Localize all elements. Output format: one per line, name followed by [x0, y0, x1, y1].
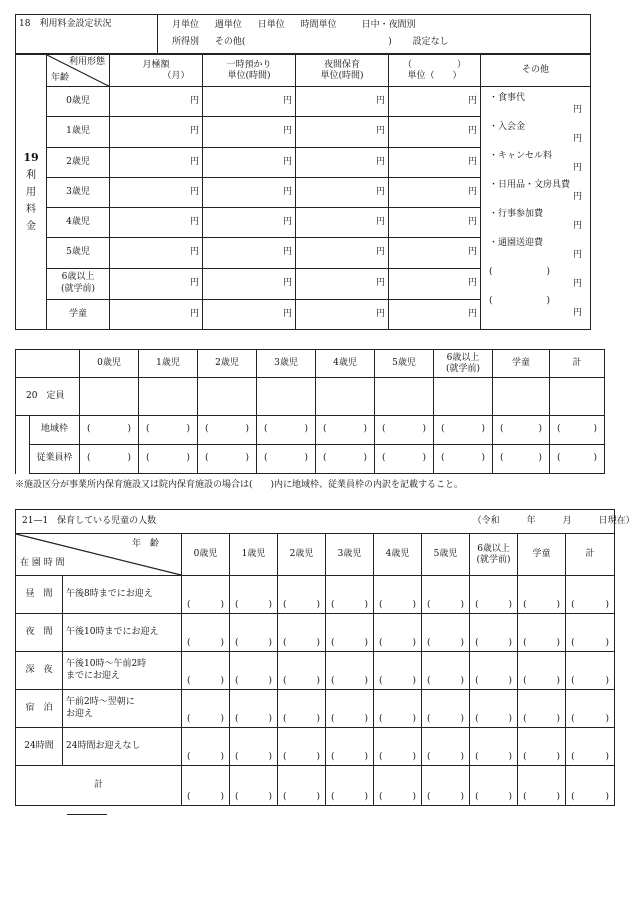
capacity-col-header: 2歳児: [198, 350, 257, 378]
time-description: 24時間お迎えなし: [63, 728, 182, 766]
time-description: 午前2時～翌朝に お迎え: [63, 690, 182, 728]
other-fee-item[interactable]: ・通園送迎費 円: [489, 238, 582, 261]
count-cell[interactable]: ( ): [182, 652, 230, 690]
count-cell[interactable]: ( ): [422, 652, 470, 690]
count-cell[interactable]: ( ): [182, 614, 230, 652]
count-cell[interactable]: ( ): [326, 690, 374, 728]
fee-cell[interactable]: 円: [203, 238, 296, 268]
section-19-label: 19 利 用 料 金: [16, 55, 47, 330]
fee-cell[interactable]: 円: [110, 177, 203, 207]
children-col-header: 1歳児: [230, 534, 278, 576]
count-cell[interactable]: ( ): [566, 614, 615, 652]
count-cell[interactable]: ( ): [278, 576, 326, 614]
count-cell[interactable]: ( ): [566, 652, 615, 690]
employee-cell[interactable]: ( ): [434, 445, 493, 474]
other-fee-item[interactable]: ・食事代 円: [489, 93, 582, 116]
employee-cell[interactable]: ( ): [316, 445, 375, 474]
children-col-header: 2歳児: [278, 534, 326, 576]
children-count-table: [15, 509, 635, 806]
capacity-cell[interactable]: [434, 378, 493, 416]
count-cell[interactable]: ( ): [326, 614, 374, 652]
count-cell[interactable]: ( ): [230, 614, 278, 652]
count-cell[interactable]: ( ): [422, 614, 470, 652]
table-row: [16, 614, 615, 652]
regional-cell[interactable]: ( ): [139, 416, 198, 445]
total-cell[interactable]: ( ): [374, 766, 422, 806]
age-label: 1歳児: [47, 117, 110, 147]
capacity-cell[interactable]: [550, 378, 605, 416]
fee-cell[interactable]: 円: [203, 117, 296, 147]
employee-cell[interactable]: ( ): [257, 445, 316, 474]
option-daily[interactable]: 日単位: [257, 19, 285, 30]
other-fee-item[interactable]: ( ) 円: [489, 267, 582, 290]
time-description: 午後10時～午前2時 までにお迎え: [63, 652, 182, 690]
regional-cell[interactable]: ( ): [257, 416, 316, 445]
fee-cell[interactable]: 円: [389, 177, 481, 207]
total-row: [16, 766, 615, 806]
time-category: 24時間: [16, 728, 63, 766]
fee-cell[interactable]: 円: [389, 117, 481, 147]
fee-cell[interactable]: 円: [296, 177, 389, 207]
fee-cell[interactable]: 円: [389, 238, 481, 268]
capacity-col-header: 1歳児: [139, 350, 198, 378]
total-cell[interactable]: ( ): [278, 766, 326, 806]
employee-cell[interactable]: ( ): [139, 445, 198, 474]
count-cell[interactable]: ( ): [230, 652, 278, 690]
fee-setting-options: [158, 15, 591, 54]
option-monthly[interactable]: 月単位: [172, 19, 200, 30]
fee-cell[interactable]: 円: [110, 268, 203, 299]
option-weekly[interactable]: 週単位: [214, 19, 242, 30]
count-cell[interactable]: ( ): [518, 728, 566, 766]
count-cell[interactable]: ( ): [374, 728, 422, 766]
fee-cell[interactable]: 円: [296, 268, 389, 299]
capacity-cell[interactable]: [257, 378, 316, 416]
fee-cell[interactable]: 円: [296, 238, 389, 268]
fee-cell[interactable]: 円: [203, 177, 296, 207]
count-cell[interactable]: ( ): [470, 690, 518, 728]
time-description: 午後10時までにお迎え: [63, 614, 182, 652]
capacity-indent: [16, 416, 30, 474]
regional-cell[interactable]: ( ): [434, 416, 493, 445]
employee-cell[interactable]: ( ): [375, 445, 434, 474]
children-corner-header: 年 齢 在 園 時 間: [16, 534, 182, 576]
header-monthly: 月極額 （月）: [110, 55, 203, 87]
fee-cell[interactable]: 円: [203, 208, 296, 238]
time-category: 昼 間: [16, 576, 63, 614]
count-cell[interactable]: ( ): [182, 576, 230, 614]
count-cell[interactable]: ( ): [566, 728, 615, 766]
option-other-close: ): [388, 37, 392, 47]
count-cell[interactable]: ( ): [278, 614, 326, 652]
footnote-rule: [67, 814, 107, 815]
total-cell[interactable]: ( ): [182, 766, 230, 806]
count-cell[interactable]: ( ): [278, 652, 326, 690]
table-row: [16, 690, 615, 728]
other-fee-item[interactable]: ・行事参加費 円: [489, 209, 582, 232]
capacity-col-header: 6歳以上 (就学前): [434, 350, 493, 378]
capacity-cell[interactable]: [80, 378, 139, 416]
fee-cell[interactable]: 円: [110, 299, 203, 329]
other-fee-item[interactable]: ・キャンセル料 円: [489, 151, 582, 174]
employee-cell[interactable]: ( ): [198, 445, 257, 474]
capacity-cell[interactable]: [139, 378, 198, 416]
age-label: 4歳児: [47, 208, 110, 238]
fee-cell[interactable]: 円: [389, 147, 481, 177]
children-col-header: 4歳児: [374, 534, 422, 576]
capacity-note: ※施設区分が事業所内保育施設又は院内保育施設の場合は( )内に地域枠、従業員枠の内訳を記載すること。: [15, 480, 464, 490]
count-cell[interactable]: ( ): [470, 614, 518, 652]
fee-cell[interactable]: 円: [110, 87, 203, 117]
regional-cell[interactable]: ( ): [493, 416, 550, 445]
total-cell[interactable]: ( ): [566, 766, 615, 806]
option-hourly[interactable]: 時間単位: [300, 19, 337, 30]
option-income[interactable]: 所得別: [172, 37, 200, 47]
fee-cell[interactable]: 円: [296, 117, 389, 147]
header-night: 夜間保育 単位(時間): [296, 55, 389, 87]
count-cell[interactable]: ( ): [182, 728, 230, 766]
age-label: 3歳児: [47, 177, 110, 207]
count-cell[interactable]: ( ): [230, 690, 278, 728]
count-cell[interactable]: ( ): [374, 576, 422, 614]
capacity-corner: [16, 350, 80, 378]
capacity-col-header: 5歳児: [375, 350, 434, 378]
count-cell[interactable]: ( ): [278, 728, 326, 766]
fee-cell[interactable]: 円: [110, 147, 203, 177]
other-fee-item[interactable]: ・入会金 円: [489, 122, 582, 145]
fee-cell[interactable]: 円: [203, 147, 296, 177]
regional-cell[interactable]: ( ): [550, 416, 605, 445]
fee-cell[interactable]: 円: [110, 117, 203, 147]
employee-cell[interactable]: ( ): [493, 445, 550, 474]
fee-cell[interactable]: 円: [389, 87, 481, 117]
employee-cell[interactable]: ( ): [550, 445, 605, 474]
header-other: その他: [481, 55, 591, 87]
count-cell[interactable]: ( ): [422, 690, 470, 728]
other-fees: [481, 87, 591, 330]
other-fee-item[interactable]: ・日用品・文房具費 円: [489, 180, 582, 203]
time-description: 午後8時までにお迎え: [63, 576, 182, 614]
time-category: 深 夜: [16, 652, 63, 690]
count-cell[interactable]: ( ): [518, 614, 566, 652]
age-label: 5歳児: [47, 238, 110, 268]
regional-row-label: 地域枠: [30, 416, 80, 445]
fee-cell[interactable]: 円: [110, 208, 203, 238]
age-label: 0歳児: [47, 87, 110, 117]
option-day-night[interactable]: 日中・夜間別: [361, 19, 416, 30]
fee-table: [15, 54, 591, 330]
age-label: 2歳児: [47, 147, 110, 177]
fee-cell[interactable]: 円: [296, 87, 389, 117]
capacity-table: [15, 349, 605, 474]
fee-cell[interactable]: 円: [389, 268, 481, 299]
children-col-header: 0歳児: [182, 534, 230, 576]
option-other[interactable]: その他(: [214, 37, 246, 47]
table-row: [16, 576, 615, 614]
children-col-header: 3歳児: [326, 534, 374, 576]
capacity-cell[interactable]: [375, 378, 434, 416]
fee-cell[interactable]: 円: [296, 147, 389, 177]
section-18-title: 18 利用料金設定状況: [16, 15, 158, 54]
table-row: [16, 728, 615, 766]
table-row: [16, 652, 615, 690]
count-cell[interactable]: ( ): [230, 728, 278, 766]
capacity-col-header: 0歳児: [80, 350, 139, 378]
count-cell[interactable]: ( ): [470, 652, 518, 690]
total-cell[interactable]: ( ): [230, 766, 278, 806]
regional-cell[interactable]: ( ): [80, 416, 139, 445]
as-of-date[interactable]: （令和 年 月 日現在）: [470, 510, 615, 534]
count-cell[interactable]: ( ): [518, 652, 566, 690]
children-col-header: 計: [566, 534, 615, 576]
time-category: 夜 間: [16, 614, 63, 652]
capacity-col-header: 4歳児: [316, 350, 375, 378]
capacity-col-header: 学童: [493, 350, 550, 378]
capacity-cell[interactable]: [198, 378, 257, 416]
capacity-col-header: 3歳児: [257, 350, 316, 378]
capacity-col-header: 計: [550, 350, 605, 378]
count-cell[interactable]: ( ): [326, 576, 374, 614]
total-cell[interactable]: ( ): [470, 766, 518, 806]
other-fee-item[interactable]: ( ) 円: [489, 296, 582, 319]
count-cell[interactable]: ( ): [182, 690, 230, 728]
fee-cell[interactable]: 円: [110, 238, 203, 268]
option-none[interactable]: 設定なし: [412, 37, 449, 47]
capacity-row-label: 20 定員: [16, 378, 80, 416]
total-cell[interactable]: ( ): [422, 766, 470, 806]
count-cell[interactable]: ( ): [326, 728, 374, 766]
count-cell[interactable]: ( ): [566, 690, 615, 728]
section-21-title: 21—1 保育している児童の人数: [16, 510, 470, 534]
count-cell[interactable]: ( ): [470, 728, 518, 766]
capacity-cell[interactable]: [316, 378, 375, 416]
employee-row-label: 従業員枠: [30, 445, 80, 474]
count-cell[interactable]: ( ): [566, 576, 615, 614]
age-label: 学童: [47, 299, 110, 329]
header-custom: （ ） 単位（ ）: [389, 55, 481, 87]
count-cell[interactable]: ( ): [326, 652, 374, 690]
regional-cell[interactable]: ( ): [375, 416, 434, 445]
fee-cell[interactable]: 円: [203, 87, 296, 117]
header-temporary: 一時預かり 単位(時間): [203, 55, 296, 87]
count-cell[interactable]: ( ): [518, 690, 566, 728]
fee-corner-header: 利用形態 年齢: [47, 55, 110, 87]
fee-setting-table: [15, 14, 591, 54]
children-col-header: 学童: [518, 534, 566, 576]
fee-cell[interactable]: 円: [296, 208, 389, 238]
count-cell[interactable]: ( ): [278, 690, 326, 728]
count-cell[interactable]: ( ): [422, 576, 470, 614]
fee-cell[interactable]: 円: [203, 268, 296, 299]
capacity-cell[interactable]: [493, 378, 550, 416]
time-category: 宿 泊: [16, 690, 63, 728]
children-col-header: 5歳児: [422, 534, 470, 576]
count-cell[interactable]: ( ): [374, 652, 422, 690]
total-cell[interactable]: ( ): [518, 766, 566, 806]
count-cell[interactable]: ( ): [470, 576, 518, 614]
count-cell[interactable]: ( ): [422, 728, 470, 766]
total-label: 計: [16, 766, 182, 806]
fee-cell[interactable]: 円: [203, 299, 296, 329]
count-cell[interactable]: ( ): [374, 690, 422, 728]
total-cell[interactable]: ( ): [326, 766, 374, 806]
count-cell[interactable]: ( ): [230, 576, 278, 614]
fee-cell[interactable]: 円: [389, 208, 481, 238]
regional-cell[interactable]: ( ): [316, 416, 375, 445]
age-label: 6歳以上 (就学前): [47, 268, 110, 299]
fee-cell[interactable]: 円: [389, 299, 481, 329]
count-cell[interactable]: ( ): [374, 614, 422, 652]
employee-cell[interactable]: ( ): [80, 445, 139, 474]
children-col-header: 6歳以上 (就学前): [470, 534, 518, 576]
fee-cell[interactable]: 円: [296, 299, 389, 329]
regional-cell[interactable]: ( ): [198, 416, 257, 445]
count-cell[interactable]: ( ): [518, 576, 566, 614]
